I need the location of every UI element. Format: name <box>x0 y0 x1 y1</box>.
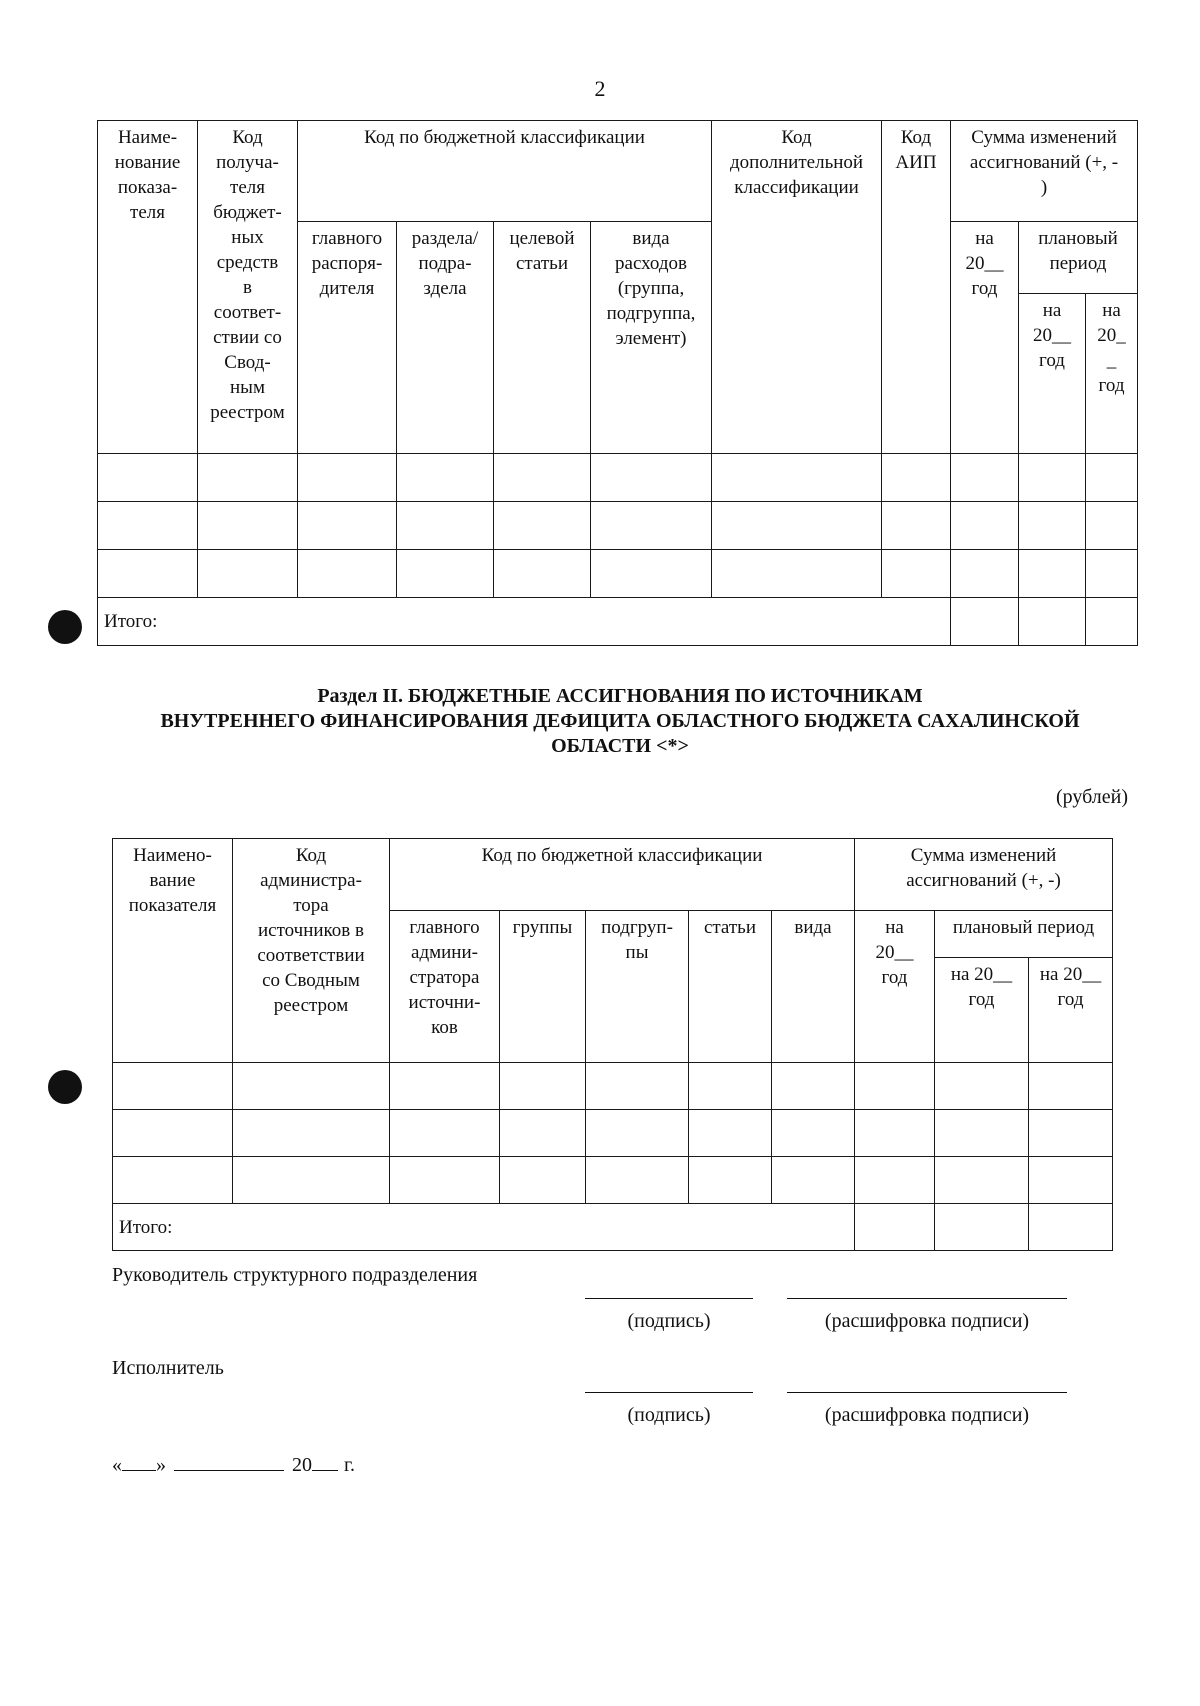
executor-decode-line <box>787 1392 1067 1393</box>
month-blank <box>174 1450 284 1471</box>
header-indicator-name: Наимено- вание показателя <box>113 839 233 1063</box>
header-budget-classification: Код по бюджетной классификации <box>298 121 712 222</box>
header-indicator-name: Наиме- нование показа- теля <box>98 121 198 454</box>
table-row <box>98 550 1138 598</box>
header-expense-type: вида расходов (группа, подгруппа, элемент) <box>591 222 712 454</box>
punch-hole-icon <box>48 610 82 644</box>
header-articles: статьи <box>689 911 772 1063</box>
deficit-financing-table <box>112 838 1113 1251</box>
head-signature-caption: (подпись) <box>627 1310 711 1332</box>
header-current-year: на 20__ год <box>855 911 935 1063</box>
table-row <box>98 454 1138 502</box>
date-line <box>112 1450 355 1477</box>
table-row <box>113 1157 1113 1204</box>
head-decode-caption: (расшифровка подписи) <box>824 1310 1030 1332</box>
header-additional-classification: Код дополнительной классификации <box>712 121 882 454</box>
head-label: Руководитель структурного подразделения <box>112 1264 478 1286</box>
header-section: раздела/ подра- здела <box>397 222 494 454</box>
header-recipient-code: Код получа- теля бюджет- ных средств в соответ- ствии со Свод- ным реестром <box>198 121 298 454</box>
header-change-amount: Сумма изменений ассигнований (+, -) <box>855 839 1113 911</box>
day-blank <box>122 1450 156 1471</box>
executor-signature-line <box>585 1392 753 1393</box>
header-main-administrator: главного админи- стратора источни- ков <box>390 911 500 1063</box>
table-row <box>98 502 1138 550</box>
page-number: 2 <box>594 76 606 101</box>
total-label: Итого: <box>98 598 951 646</box>
header-groups: группы <box>500 911 586 1063</box>
header-administrator-code: Код администра- тора источников в соответствии со Сводным реестром <box>233 839 390 1063</box>
header-main-manager: главного распоря- дителя <box>298 222 397 454</box>
executor-signature-caption: (подпись) <box>627 1404 711 1426</box>
units-label: (рублей) <box>1055 786 1128 808</box>
year-suffix: г. <box>344 1454 355 1476</box>
header-target-article: целевой статьи <box>494 222 591 454</box>
header-type: вида <box>772 911 855 1063</box>
date-open-quote: « <box>112 1454 122 1476</box>
header-subgroups: подгруп- пы <box>586 911 689 1063</box>
total-row <box>98 598 1138 646</box>
head-decode-line <box>787 1298 1067 1299</box>
header-planning-period: плановый период <box>935 911 1113 958</box>
budget-allocations-table <box>97 120 1138 646</box>
header-aip-code: Код АИП <box>882 121 951 454</box>
section-heading: Раздел II. БЮДЖЕТНЫЕ АССИГНОВАНИЯ ПО ИСТОЧНИКАМ ВНУТРЕННЕГО ФИНАНСИРОВАНИЯ ДЕФИЦИТА ОБЛАСТНОГО БЮДЖЕТА САХАЛИНСКОЙ ОБЛАСТИ <*> <box>160 685 1080 757</box>
table-row <box>113 1110 1113 1157</box>
header-planning-year-2: на 20__ год <box>1029 958 1113 1063</box>
header-budget-classification: Код по бюджетной классификации <box>390 839 855 911</box>
header-planning-year-1: на 20__ год <box>1019 294 1086 454</box>
header-planning-period: плановый период <box>1019 222 1138 294</box>
total-label: Итого: <box>113 1204 855 1251</box>
year-prefix: 20 <box>292 1454 312 1476</box>
punch-hole-icon <box>48 1070 82 1104</box>
header-planning-year-2: на 20_ _ год <box>1086 294 1138 454</box>
head-signature-line <box>585 1298 753 1299</box>
date-close-quote: » <box>156 1454 166 1476</box>
total-row <box>113 1204 1113 1251</box>
header-change-amount: Сумма изменений ассигнований (+, - ) <box>951 121 1138 222</box>
header-current-year: на 20__ год <box>951 222 1019 454</box>
executor-decode-caption: (расшифровка подписи) <box>824 1404 1030 1426</box>
header-planning-year-1: на 20__ год <box>935 958 1029 1063</box>
executor-label: Исполнитель <box>112 1357 224 1379</box>
table-row <box>113 1063 1113 1110</box>
year-blank <box>312 1450 338 1471</box>
